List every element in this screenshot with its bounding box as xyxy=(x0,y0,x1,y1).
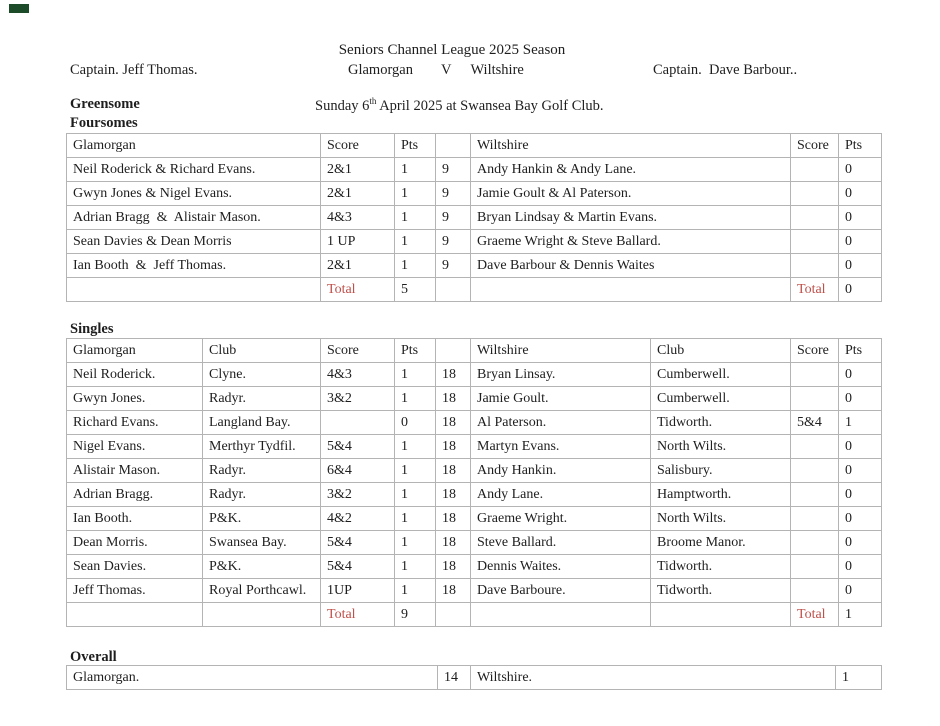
table-cell: Dave Barboure. xyxy=(471,579,651,603)
table-cell: 9 xyxy=(436,158,471,182)
table-cell: 0 xyxy=(839,230,882,254)
table-cell: Tidworth. xyxy=(651,579,791,603)
table-cell: Salisbury. xyxy=(651,459,791,483)
table-cell xyxy=(791,459,839,483)
table-cell xyxy=(791,531,839,555)
table-cell: 1 xyxy=(395,230,436,254)
date-suffix: April 2025 at Swansea Bay Golf Club. xyxy=(376,97,604,114)
table-header-row xyxy=(67,339,882,363)
table-row xyxy=(67,459,882,483)
table-cell: 6&4 xyxy=(321,459,395,483)
table-cell: 1 xyxy=(395,531,436,555)
table-cell: Martyn Evans. xyxy=(471,435,651,459)
table-cell: 5&4 xyxy=(321,435,395,459)
table-cell xyxy=(436,603,471,627)
table-cell: 1 UP xyxy=(321,230,395,254)
versus-label: V xyxy=(440,62,452,78)
table-cell xyxy=(791,254,839,278)
table-cell xyxy=(791,230,839,254)
table-cell: Cumberwell. xyxy=(651,363,791,387)
table-cell: 18 xyxy=(436,507,471,531)
table-cell: Broome Manor. xyxy=(651,531,791,555)
table-row xyxy=(67,483,882,507)
table-cell: 5&4 xyxy=(321,531,395,555)
table-cell xyxy=(67,278,321,302)
table-cell: 3&2 xyxy=(321,387,395,411)
table-cell: 1 xyxy=(395,387,436,411)
table-cell: Jeff Thomas. xyxy=(67,579,203,603)
greensome-heading-line2: Foursomes xyxy=(70,115,138,131)
table-cell xyxy=(791,387,839,411)
greensome-heading-line1: Greensome xyxy=(70,96,140,112)
table-cell: Jamie Goult. xyxy=(471,387,651,411)
table-cell: Neil Roderick & Richard Evans. xyxy=(67,158,321,182)
table-cell: 0 xyxy=(839,555,882,579)
table-cell: 18 xyxy=(436,459,471,483)
section-heading-overall: Overall xyxy=(70,649,117,665)
section-heading-greensome-foursomes xyxy=(70,95,140,133)
table-cell: Sean Davies & Dean Morris xyxy=(67,230,321,254)
table-cell: Ian Booth. xyxy=(67,507,203,531)
match-line xyxy=(348,62,524,79)
table-cell xyxy=(791,483,839,507)
table-cell: Dave Barbour & Dennis Waites xyxy=(471,254,791,278)
table-cell: 0 xyxy=(839,254,882,278)
table-cell: P&K. xyxy=(203,555,321,579)
table-cell: Nigel Evans. xyxy=(67,435,203,459)
overall-table xyxy=(66,665,882,690)
table-cell: Hamptworth. xyxy=(651,483,791,507)
table-cell: 18 xyxy=(436,579,471,603)
table-row xyxy=(67,182,882,206)
table-cell: 3&2 xyxy=(321,483,395,507)
table-cell: 5 xyxy=(395,278,436,302)
table-row xyxy=(67,158,882,182)
page-title: Seniors Channel League 2025 Season xyxy=(338,42,566,58)
table-cell: Club xyxy=(203,339,321,363)
table-cell: Cumberwell. xyxy=(651,387,791,411)
table-cell: Radyr. xyxy=(203,483,321,507)
table-header-row xyxy=(67,134,882,158)
singles-table xyxy=(66,338,882,627)
table-cell: Al Paterson. xyxy=(471,411,651,435)
table-cell xyxy=(791,579,839,603)
table-row xyxy=(67,507,882,531)
table-cell: Score xyxy=(791,339,839,363)
table-cell: 0 xyxy=(839,158,882,182)
date-superscript: th xyxy=(369,96,377,106)
table-cell: Bryan Lindsay & Martin Evans. xyxy=(471,206,791,230)
section-heading-singles: Singles xyxy=(70,321,114,337)
table-cell: Swansea Bay. xyxy=(203,531,321,555)
table-row xyxy=(67,666,882,690)
table-cell: 0 xyxy=(839,507,882,531)
table-row xyxy=(67,435,882,459)
table-cell: Pts xyxy=(839,339,882,363)
table-cell: Glamorgan xyxy=(67,339,203,363)
team-home-label: Glamorgan xyxy=(348,62,413,78)
table-cell: Gwyn Jones & Nigel Evans. xyxy=(67,182,321,206)
table-row xyxy=(67,254,882,278)
table-cell: Score xyxy=(321,134,395,158)
table-cell: Andy Hankin & Andy Lane. xyxy=(471,158,791,182)
table-cell: 1 xyxy=(395,555,436,579)
table-cell: Graeme Wright. xyxy=(471,507,651,531)
table-cell: 18 xyxy=(436,387,471,411)
table-cell: Dennis Waites. xyxy=(471,555,651,579)
table-cell: 2&1 xyxy=(321,158,395,182)
table-cell: 0 xyxy=(839,182,882,206)
table-cell: Total xyxy=(321,603,395,627)
table-cell: 1 xyxy=(395,435,436,459)
table-cell: Score xyxy=(321,339,395,363)
table-cell: 0 xyxy=(839,387,882,411)
table-cell: Total xyxy=(321,278,395,302)
table-cell: Richard Evans. xyxy=(67,411,203,435)
table-cell: Wiltshire xyxy=(471,339,651,363)
table-cell: Jamie Goult & Al Paterson. xyxy=(471,182,791,206)
table-cell: Graeme Wright & Steve Ballard. xyxy=(471,230,791,254)
table-cell: 1 xyxy=(395,459,436,483)
table-cell: 18 xyxy=(436,555,471,579)
table-cell: Steve Ballard. xyxy=(471,531,651,555)
table-cell: 1 xyxy=(395,579,436,603)
table-cell xyxy=(471,603,651,627)
table-cell: 1 xyxy=(395,363,436,387)
table-cell: 0 xyxy=(839,483,882,507)
table-cell: 9 xyxy=(436,254,471,278)
table-row xyxy=(67,230,882,254)
table-row xyxy=(67,411,882,435)
table-cell: Tidworth. xyxy=(651,555,791,579)
table-cell: 4&3 xyxy=(321,363,395,387)
table-cell: 9 xyxy=(436,182,471,206)
table-cell xyxy=(203,603,321,627)
table-cell: Wiltshire xyxy=(471,134,791,158)
table-cell: 1 xyxy=(836,666,882,690)
table-cell xyxy=(791,435,839,459)
table-row xyxy=(67,206,882,230)
table-cell: North Wilts. xyxy=(651,435,791,459)
table-cell: Langland Bay. xyxy=(203,411,321,435)
table-cell: 0 xyxy=(839,206,882,230)
table-row xyxy=(67,531,882,555)
table-cell: 0 xyxy=(839,531,882,555)
table-cell: Club xyxy=(651,339,791,363)
table-cell: Bryan Linsay. xyxy=(471,363,651,387)
table-cell: 0 xyxy=(839,435,882,459)
table-cell: 9 xyxy=(436,230,471,254)
table-cell: Ian Booth & Jeff Thomas. xyxy=(67,254,321,278)
table-cell: Sean Davies. xyxy=(67,555,203,579)
table-cell xyxy=(436,134,471,158)
captain-home-label: Captain. Jeff Thomas. xyxy=(70,62,198,78)
table-cell: Merthyr Tydfil. xyxy=(203,435,321,459)
table-cell: 9 xyxy=(395,603,436,627)
table-cell: Gwyn Jones. xyxy=(67,387,203,411)
table-cell: Radyr. xyxy=(203,387,321,411)
table-cell: Pts xyxy=(395,339,436,363)
table-cell: Score xyxy=(791,134,839,158)
table-cell: 18 xyxy=(436,411,471,435)
table-total-row xyxy=(67,278,882,302)
table-cell: Total xyxy=(791,278,839,302)
table-cell: Radyr. xyxy=(203,459,321,483)
table-cell: Total xyxy=(791,603,839,627)
table-cell xyxy=(791,555,839,579)
table-cell: Andy Hankin. xyxy=(471,459,651,483)
table-cell: 4&3 xyxy=(321,206,395,230)
date-prefix: Sunday 6 xyxy=(315,97,370,114)
table-cell xyxy=(436,278,471,302)
table-cell: Andy Lane. xyxy=(471,483,651,507)
table-cell: Pts xyxy=(395,134,436,158)
table-cell: 1 xyxy=(395,254,436,278)
table-cell: 0 xyxy=(395,411,436,435)
table-cell: Dean Morris. xyxy=(67,531,203,555)
table-cell: Tidworth. xyxy=(651,411,791,435)
table-cell: 9 xyxy=(436,206,471,230)
table-cell: Alistair Mason. xyxy=(67,459,203,483)
table-cell: 1 xyxy=(395,206,436,230)
table-cell: 1UP xyxy=(321,579,395,603)
table-cell: 5&4 xyxy=(791,411,839,435)
table-cell xyxy=(471,278,791,302)
table-cell xyxy=(791,206,839,230)
table-cell: Neil Roderick. xyxy=(67,363,203,387)
table-cell: 0 xyxy=(839,363,882,387)
table-cell: Clyne. xyxy=(203,363,321,387)
table-cell: 1 xyxy=(395,507,436,531)
table-cell: 18 xyxy=(436,363,471,387)
table-cell: Adrian Bragg. xyxy=(67,483,203,507)
table-cell: 1 xyxy=(395,483,436,507)
table-cell: 1 xyxy=(395,182,436,206)
match-date xyxy=(315,96,604,115)
table-cell: 1 xyxy=(839,411,882,435)
table-cell: P&K. xyxy=(203,507,321,531)
table-cell xyxy=(321,411,395,435)
table-cell: Glamorgan. xyxy=(67,666,438,690)
table-cell: 14 xyxy=(438,666,471,690)
table-cell: 1 xyxy=(395,158,436,182)
table-cell: North Wilts. xyxy=(651,507,791,531)
table-cell: 2&1 xyxy=(321,254,395,278)
table-row xyxy=(67,579,882,603)
table-row xyxy=(67,555,882,579)
table-cell: 5&4 xyxy=(321,555,395,579)
table-cell: Glamorgan xyxy=(67,134,321,158)
table-cell: 2&1 xyxy=(321,182,395,206)
table-cell xyxy=(791,507,839,531)
team-away-label: Wiltshire xyxy=(470,62,524,78)
table-cell: 18 xyxy=(436,483,471,507)
foursomes-table xyxy=(66,133,882,302)
table-cell xyxy=(651,603,791,627)
table-cell: Wiltshire. xyxy=(471,666,836,690)
table-cell: 18 xyxy=(436,531,471,555)
table-cell: 0 xyxy=(839,278,882,302)
table-cell: 0 xyxy=(839,579,882,603)
table-cell xyxy=(791,363,839,387)
table-cell xyxy=(791,158,839,182)
table-row xyxy=(67,387,882,411)
table-cell: Pts xyxy=(839,134,882,158)
table-cell xyxy=(436,339,471,363)
captain-away-label: Captain. Dave Barbour.. xyxy=(653,62,798,78)
table-cell: 18 xyxy=(436,435,471,459)
table-row xyxy=(67,363,882,387)
table-cell: Royal Porthcawl. xyxy=(203,579,321,603)
table-total-row xyxy=(67,603,882,627)
table-cell: Adrian Bragg & Alistair Mason. xyxy=(67,206,321,230)
table-cell xyxy=(67,603,203,627)
table-cell: 1 xyxy=(839,603,882,627)
table-cell xyxy=(791,182,839,206)
table-cell: 0 xyxy=(839,459,882,483)
table-cell: 4&2 xyxy=(321,507,395,531)
screen-artifact xyxy=(9,4,29,13)
